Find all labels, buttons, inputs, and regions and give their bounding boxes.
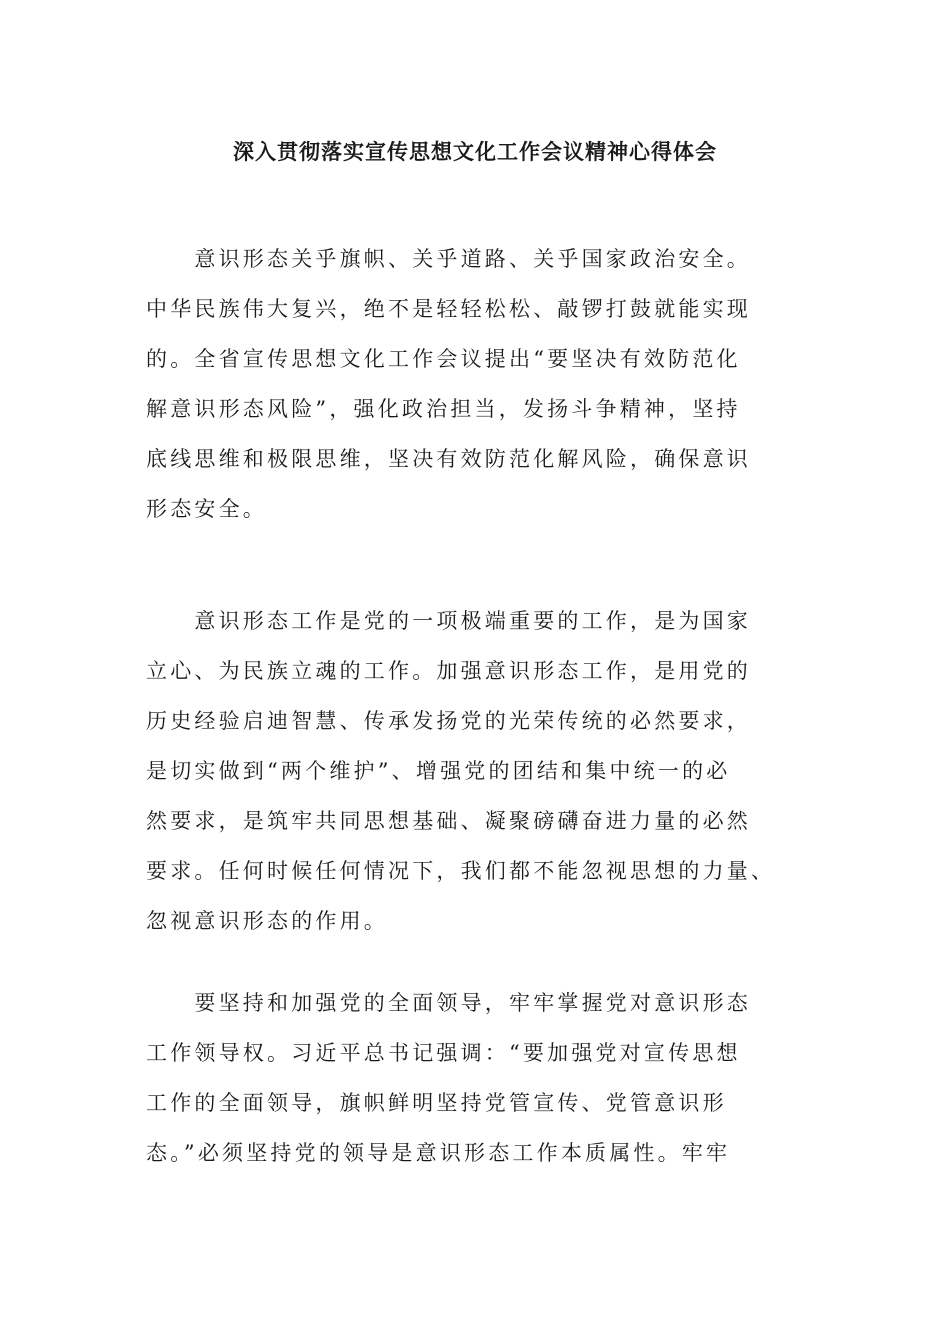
- text-line: 工作的全面领导，旗帜鲜明坚持党管宣传、党管意识形: [146, 1091, 727, 1115]
- text-line: 历史经验启迪智慧、传承发扬党的光荣传统的必然要求，: [146, 709, 751, 733]
- paragraph-3: [146, 978, 806, 1178]
- text-line: 的。全省宣传思想文化工作会议提出“要坚决有效防范化: [146, 347, 741, 371]
- text-line: 然要求，是筑牢共同思想基础、凝聚磅礴奋进力量的必然: [146, 809, 751, 833]
- text-line: 意识形态工作是党的一项极端重要的工作，是为国家: [146, 609, 751, 633]
- text-line: 要求。任何时候任何情况下，我们都不能忽视思想的力量、: [146, 859, 776, 883]
- text-line: 态。”必须坚持党的领导是意识形态工作本质属性。牢牢: [146, 1141, 731, 1165]
- text-line: 中华民族伟大复兴，绝不是轻轻松松、敲锣打鼓就能实现: [146, 297, 751, 321]
- text-line: 意识形态关乎旗帜、关乎道路、关乎国家政治安全。: [146, 247, 751, 271]
- paragraph-2: [146, 596, 806, 946]
- text-line: 工作领导权。习近平总书记强调：“要加强党对宣传思想: [146, 1041, 741, 1065]
- paragraph-1: [146, 234, 806, 534]
- text-line: 立心、为民族立魂的工作。加强意识形态工作，是用党的: [146, 659, 751, 683]
- text-line: 忽视意识形态的作用。: [146, 909, 388, 933]
- text-line: 形态安全。: [146, 497, 267, 521]
- text-line: 底线思维和极限思维，坚决有效防范化解风险，确保意识: [146, 447, 751, 471]
- text-line: 要坚持和加强党的全面领导，牢牢掌握党对意识形态: [146, 991, 751, 1015]
- document-title: 深入贯彻落实宣传思想文化工作会议精神心得体会: [233, 139, 717, 164]
- text-line: 解意识形态风险”，强化政治担当，发扬斗争精神，坚持: [146, 397, 741, 421]
- text-line: 是切实做到“两个维护”、增强党的团结和集中统一的必: [146, 759, 731, 783]
